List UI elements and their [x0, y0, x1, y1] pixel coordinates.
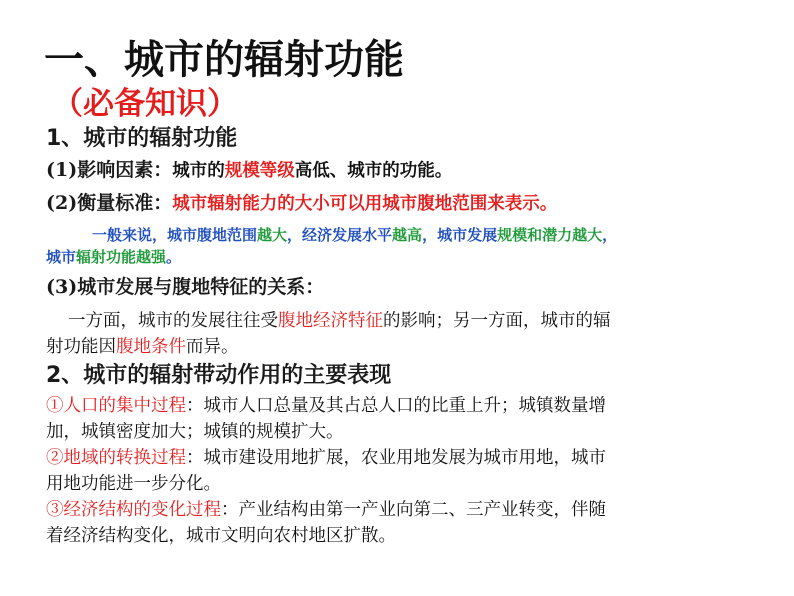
p2-text-2: 用地功能进一步分化。 — [46, 474, 221, 494]
note-text-1: 一般来说，城市腹地范围 — [92, 226, 258, 244]
para-red-2: 腹地条件 — [116, 337, 186, 357]
p2-mark: ② — [46, 448, 64, 468]
item3-name: 城市发展与腹地特征的关系： — [77, 276, 325, 298]
note-text-4: ， — [602, 226, 618, 244]
para-text-1: 一方面，城市的发展往往受 — [68, 311, 278, 331]
note-text-2: ，经济发展水平 — [287, 226, 393, 244]
p1-line-2 — [46, 422, 764, 443]
p3-mark: ③ — [46, 500, 64, 520]
para-line-2 — [46, 337, 764, 358]
p1-text-2: 加，城镇密度加大；城镇的规模扩大。 — [46, 422, 344, 442]
item2-label: (2) — [46, 192, 78, 214]
item1-text-b: 高低、城市的功能。 — [294, 161, 453, 181]
item1-highlight: 规模等级 — [224, 161, 295, 181]
item2-name: 衡量标准： — [77, 192, 173, 214]
item2-line — [46, 192, 764, 215]
p3-highlight: 经济结构的变化过程 — [63, 500, 221, 520]
subtitle: （必备知识） — [52, 86, 238, 122]
page-title: 一、城市的辐射功能 — [44, 37, 404, 83]
item3-line — [46, 276, 764, 299]
note-green-4: 辐射功能越强 — [76, 248, 167, 266]
item1-name: 影响因素： — [77, 159, 173, 181]
p1-highlight: 人口的集中过程 — [63, 396, 186, 416]
para-text-4: 而异。 — [186, 337, 239, 357]
note-green-3: 规模和潜力越大 — [497, 226, 603, 244]
p3-line-1 — [46, 500, 764, 521]
p2-text-1: ：城市建设用地扩展，农业用地发展为城市用地，城市 — [186, 448, 606, 468]
note-text-5: 城市 — [46, 248, 77, 266]
item3-label: (3) — [46, 276, 78, 298]
note-text-3: ，城市发展 — [422, 226, 498, 244]
note-line-2 — [46, 248, 764, 266]
para-text-3: 射功能因 — [46, 337, 116, 357]
p3-text-2: 着经济结构变化，城市文明向农村地区扩散。 — [46, 526, 396, 546]
item1-text-a: 城市的 — [172, 161, 225, 181]
section1-heading: 1、城市的辐射功能 — [46, 126, 238, 151]
para-line-1 — [68, 311, 764, 332]
item2-highlight: 城市辐射能力的大小可以用城市腹地范围来表示。 — [172, 194, 558, 214]
p1-line-1 — [46, 396, 764, 417]
p2-highlight: 地域的转换过程 — [63, 448, 186, 468]
p2-line-2 — [46, 474, 764, 495]
note-line-1 — [92, 226, 764, 244]
item1-label: (1) — [46, 159, 78, 181]
para-red-1: 腹地经济特征 — [278, 311, 383, 331]
p2-line-1 — [46, 448, 764, 469]
p1-mark: ① — [46, 396, 64, 416]
note-green-1: 越大 — [257, 226, 288, 244]
p3-line-2 — [46, 526, 764, 547]
p3-text-1: ：产业结构由第一产业向第二、三产业转变，伴随 — [221, 500, 606, 520]
section2-heading: 2、城市的辐射带动作用的主要表现 — [46, 363, 392, 388]
note-text-6: 。 — [166, 248, 182, 266]
para-text-2: 的影响；另一方面，城市的辐 — [383, 311, 611, 331]
note-green-2: 越高 — [392, 226, 423, 244]
item1-line — [46, 159, 764, 182]
p1-text-1: ：城市人口总量及其占总人口的比重上升；城镇数量增 — [186, 396, 606, 416]
